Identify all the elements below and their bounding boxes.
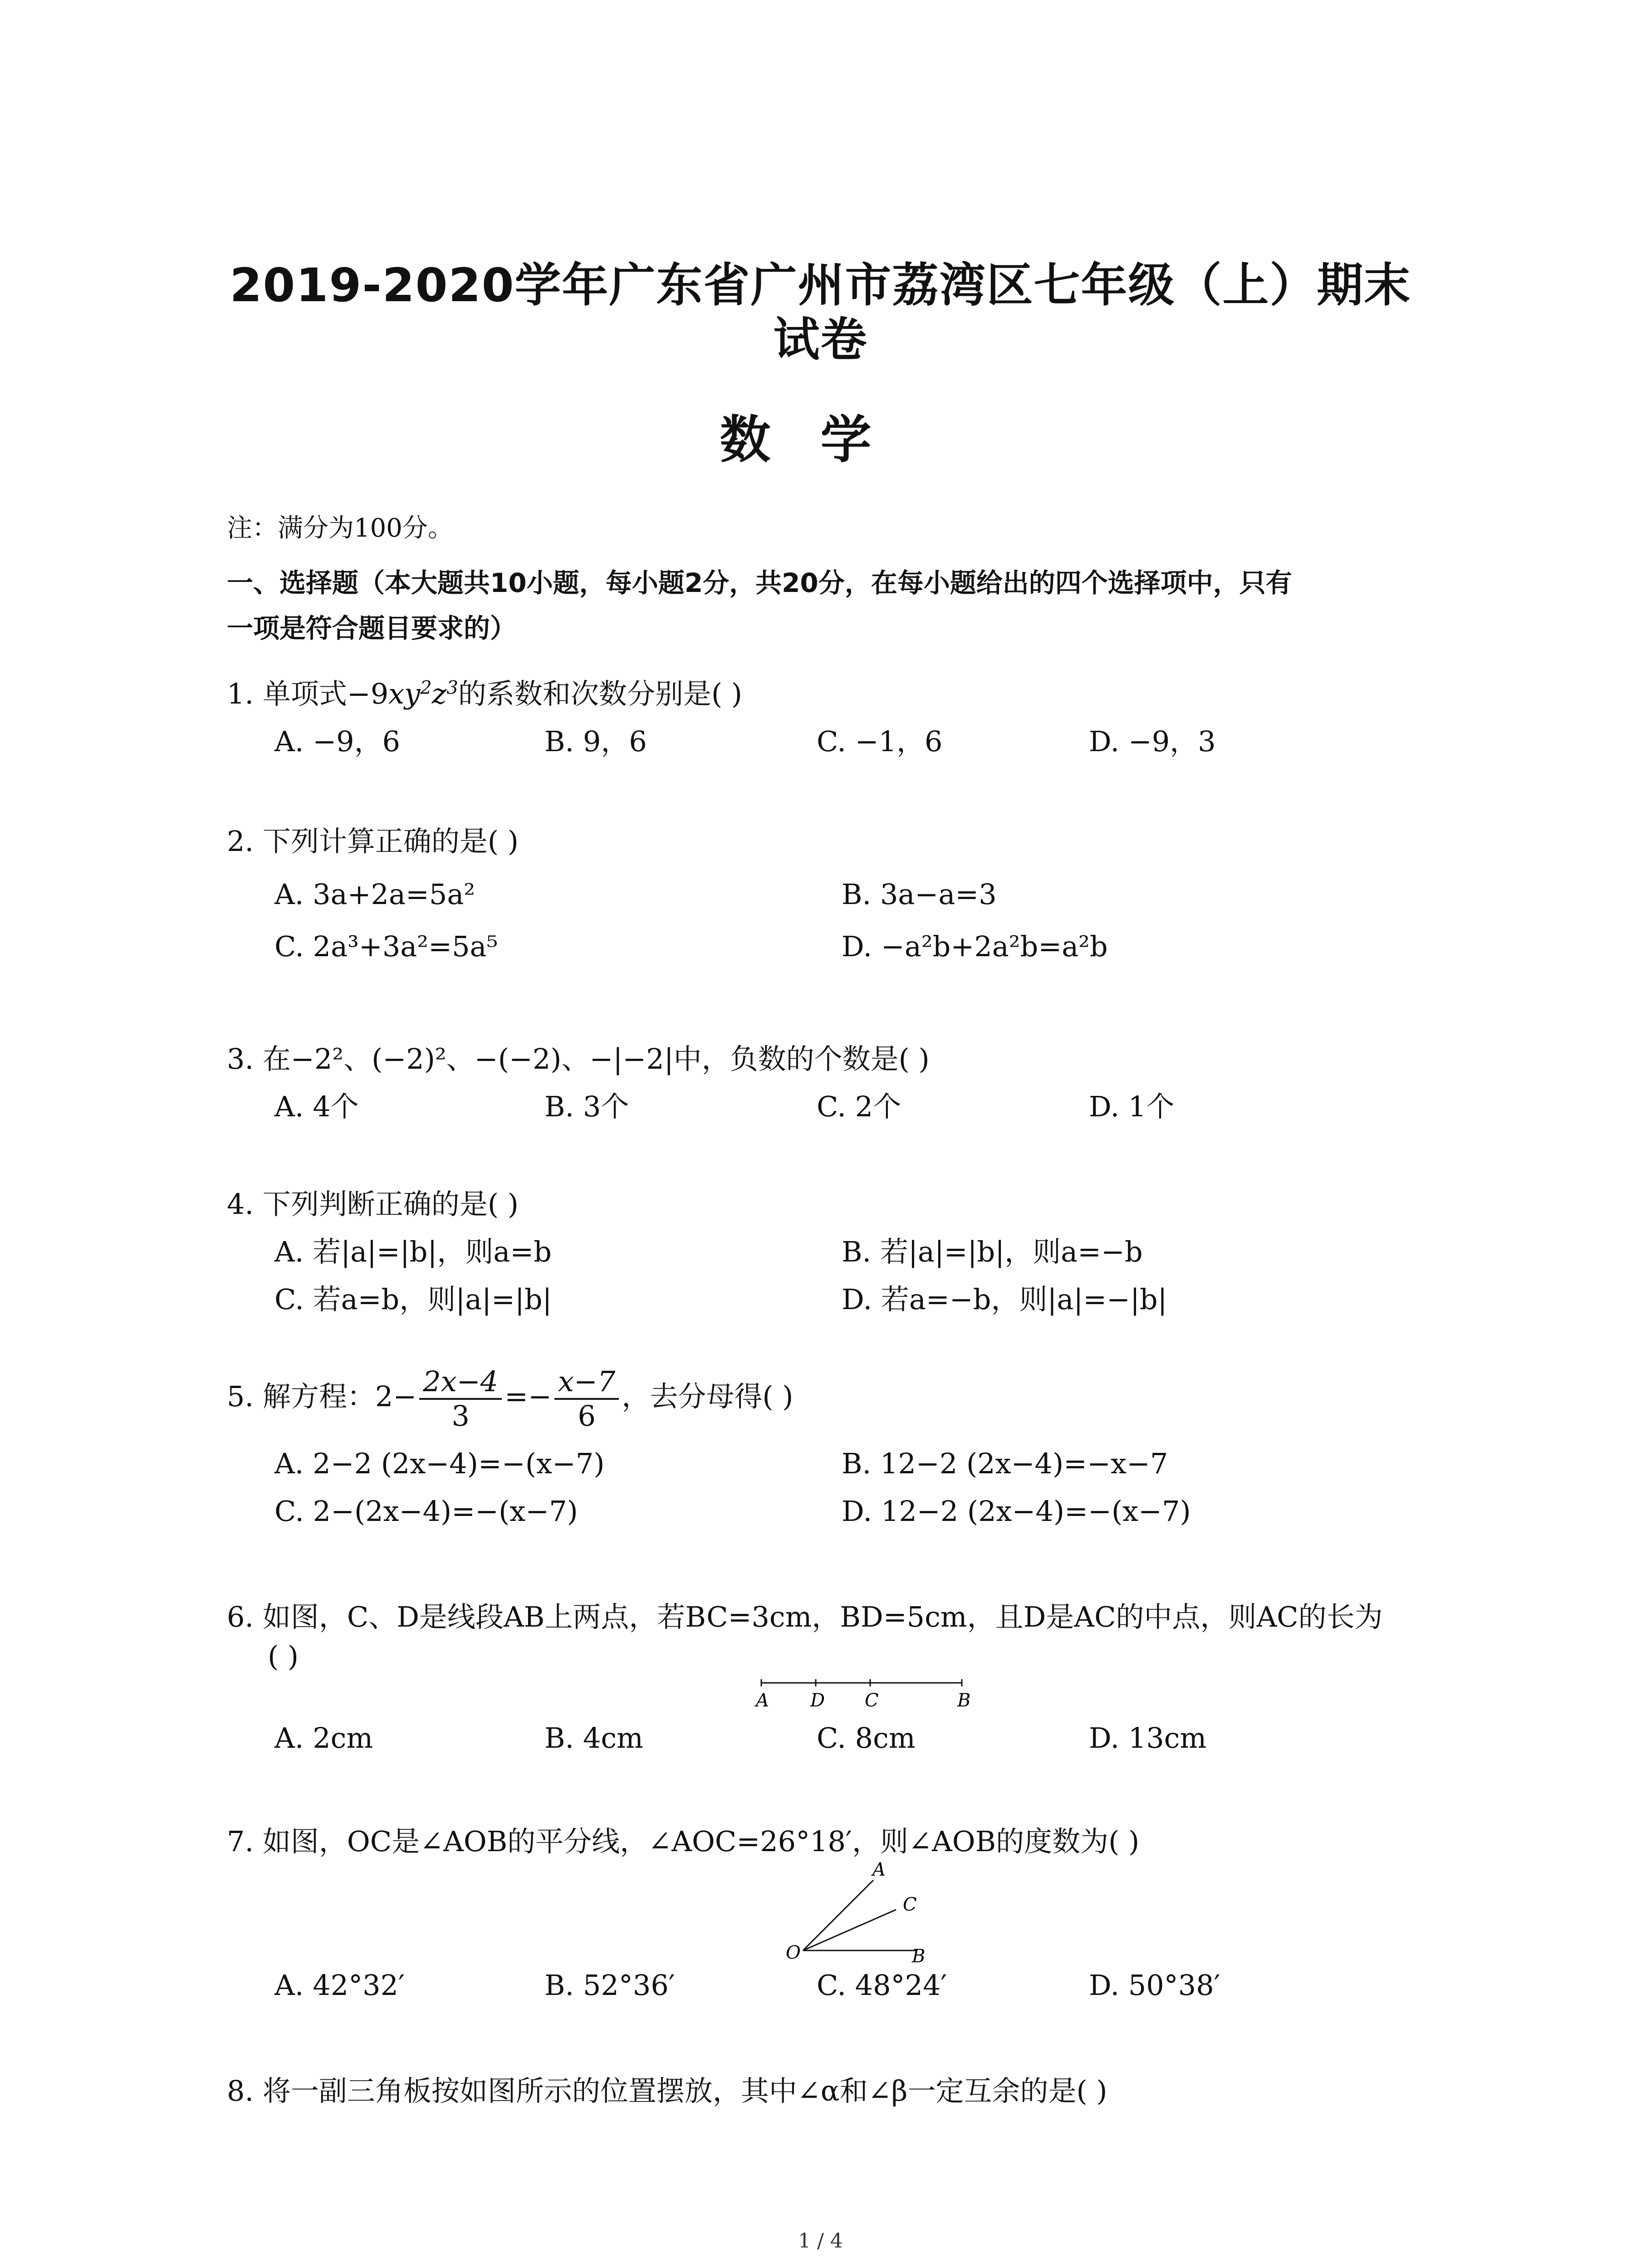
option-b[interactable]: B. 若|a|=|b|，则a=−b [842,1235,1143,1268]
label-b: B [912,1946,926,1967]
question-stem: 如图，OC是∠AOB的平分线，∠AOC=26°18′，则∠AOB的度数为( ) [262,1825,1140,1858]
fraction-1-numerator: 2x−4 [419,1365,502,1400]
question-number: 8. [227,2074,254,2107]
option-a[interactable]: A. 若|a|=|b|，则a=b [274,1235,552,1268]
question-number: 4. [227,1188,254,1221]
option-c[interactable]: C. 2−(2x−4)=−(x−7) [274,1495,578,1528]
label-c: C [865,1690,879,1711]
label-a: A [872,1859,886,1880]
option-c[interactable]: C. 2a³+3a²=5a⁵ [274,930,498,963]
question-stem: 下列判断正确的是( ) [262,1188,519,1221]
fraction-2-numerator: x−7 [554,1365,619,1400]
option-d[interactable]: D. 1个 [1089,1090,1175,1123]
option-d[interactable]: D. 50°38′ [1089,1969,1220,2002]
ray-oc [803,1910,896,1950]
question-stem-pre: 解方程：2− [262,1380,417,1413]
label-c: C [903,1894,917,1915]
question-number: 7. [227,1825,254,1858]
question-4 [227,1182,519,1222]
question-1 [227,671,742,712]
question-stem-post: ，去分母得( ) [622,1380,794,1413]
label-a: A [756,1690,769,1711]
label-o: O [786,1942,801,1963]
fraction-1 [419,1365,502,1432]
option-d[interactable]: D. −a²b+2a²b=a²b [842,930,1108,963]
line-segment-figure [744,1674,971,1715]
option-b[interactable]: B. 52°36′ [544,1969,675,2002]
question-number: 6. [227,1600,254,1633]
option-a[interactable]: A. −9，6 [274,725,401,758]
option-b[interactable]: B. 3个 [544,1090,629,1123]
question-stem: 将一副三角板按如图所示的位置摆放，其中∠α和∠β一定互余的是( ) [262,2074,1107,2107]
angle-figure [780,1855,953,1969]
ray-oa [803,1880,873,1950]
option-b[interactable]: B. 3a−a=3 [842,878,997,911]
question-3 [227,1036,930,1077]
option-c[interactable]: C. −1，6 [817,725,943,758]
option-c[interactable]: C. 2个 [817,1090,901,1123]
question-7 [227,1819,1139,1859]
math-monomial: $xy^2z^3$ [388,677,458,710]
option-b[interactable]: B. 4cm [544,1721,643,1755]
question-stem-continued: ( ) [268,1640,299,1673]
option-a[interactable]: A. 3a+2a=5a² [274,878,475,911]
question-8 [227,2068,1107,2109]
option-c[interactable]: C. 8cm [817,1721,916,1755]
question-stem-pre: 单项式−9 [262,677,389,710]
fraction-2 [554,1365,619,1432]
question-5 [227,1365,793,1432]
question-stem-mid: =− [505,1380,552,1413]
fraction-1-denominator: 3 [451,1399,470,1432]
question-number: 2. [227,825,254,858]
option-b[interactable]: B. 12−2 (2x−4)=−x−7 [842,1447,1168,1480]
option-c[interactable]: C. 若a=b，则|a|=|b| [274,1283,552,1316]
question-number: 5. [227,1380,254,1413]
question-stem-post: 的系数和次数分别是( ) [458,677,742,710]
option-a[interactable]: A. 2cm [274,1721,373,1755]
label-d: D [810,1690,825,1711]
option-d[interactable]: D. 若a=−b，则|a|=−|b| [842,1283,1167,1316]
question-stem: 如图，C、D是线段AB上两点，若BC=3cm，BD=5cm，且D是AC的中点，则AC的长为 [262,1600,1383,1633]
section-heading [227,560,1641,651]
label-b: B [957,1690,971,1711]
option-a[interactable]: A. 42°32′ [274,1969,405,2002]
subject-heading: 数学 [720,411,921,469]
option-b[interactable]: B. 9，6 [544,725,647,758]
option-d[interactable]: D. −9，3 [1089,725,1216,758]
page-title-continued: 试卷 [773,313,868,367]
question-number: 1. [227,677,254,710]
section-heading-line1: 一、选择题（本大题共10小题，每小题2分，共20分，在每小题给出的四个选择项中，只有 [227,567,1292,598]
option-d[interactable]: D. 13cm [1089,1721,1207,1755]
section-heading-line2: 一项是符合题目要求的） [227,613,517,644]
exam-note: 注：满分为100分。 [227,513,453,543]
question-2 [227,819,519,859]
option-d[interactable]: D. 12−2 (2x−4)=−(x−7) [842,1495,1191,1528]
question-6 [227,1594,1383,1635]
fraction-2-denominator: 6 [578,1399,596,1432]
question-stem: 下列计算正确的是( ) [262,825,519,858]
page-title: 2019-2020学年广东省广州市荔湾区七年级（上）期末 [230,259,1411,313]
question-number: 3. [227,1042,254,1075]
option-a[interactable]: A. 2−2 (2x−4)=−(x−7) [274,1447,605,1480]
page-number: 1 / 4 [798,2229,843,2253]
option-a[interactable]: A. 4个 [274,1090,359,1123]
option-c[interactable]: C. 48°24′ [817,1969,947,2002]
question-stem: 在−2²、(−2)²、−(−2)、−|−2|中，负数的个数是( ) [262,1042,930,1075]
